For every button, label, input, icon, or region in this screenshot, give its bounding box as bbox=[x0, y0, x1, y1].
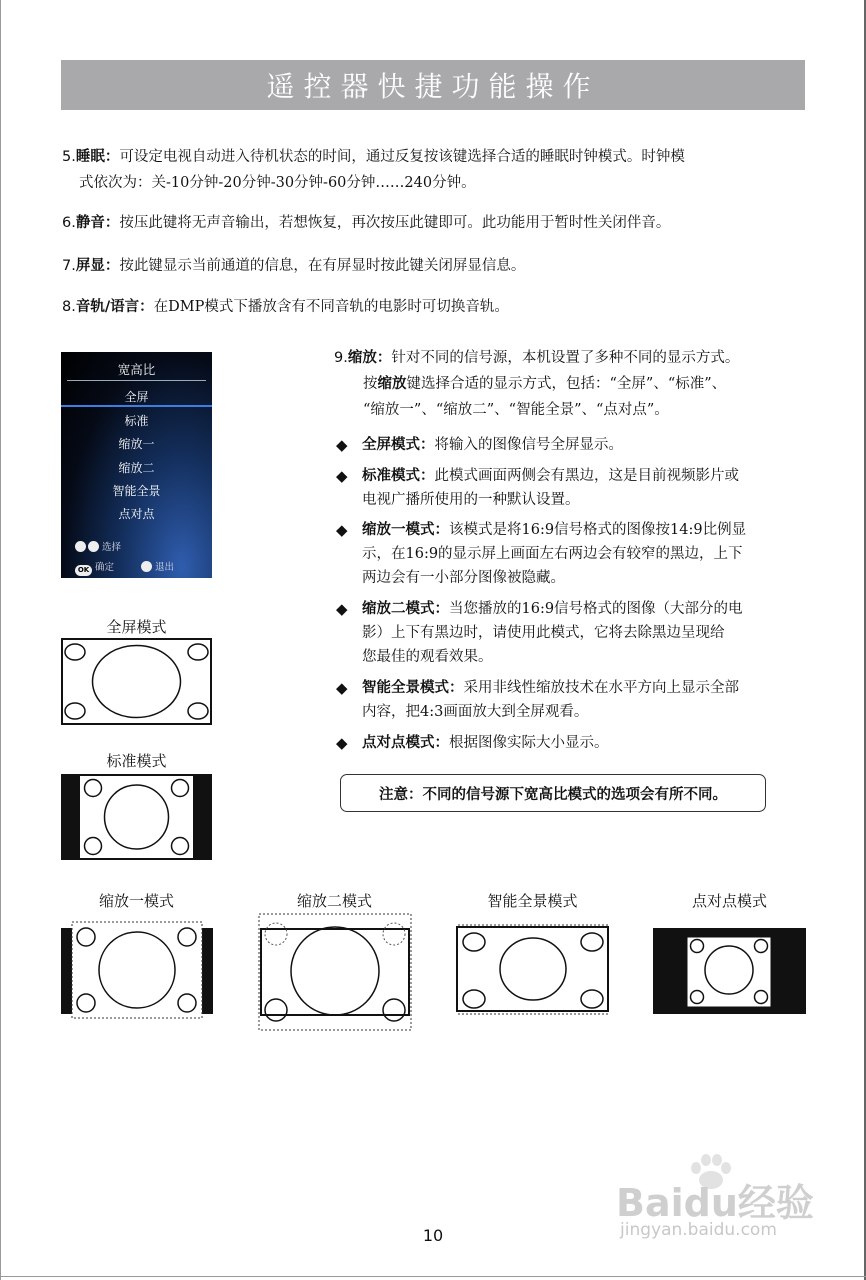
section-display bbox=[62, 253, 812, 279]
aspect-ratio-menu bbox=[61, 352, 212, 578]
menu-item-zoom2[interactable]: 缩放二 bbox=[118, 461, 155, 475]
diamond-bullet-icon: ◆ bbox=[336, 600, 348, 618]
zoom2-mode-diagram bbox=[258, 913, 412, 1031]
mode-text: 该模式是将16:9信号格式的图像按14:9比例显 bbox=[449, 522, 747, 538]
mode-text: 两边会有一小部分图像被隐藏。 bbox=[362, 570, 565, 586]
section-label: 屏显： bbox=[75, 258, 120, 274]
section-number: 6. bbox=[62, 215, 76, 231]
section-text: “缩放一”、“缩放二”、“智能全景”、“点对点”。 bbox=[363, 402, 669, 418]
menu-footer-select-label: 选择 bbox=[102, 542, 122, 553]
section-number: 5. bbox=[62, 149, 76, 165]
diagram-label-point-to-point: 点对点模式 bbox=[691, 892, 767, 910]
section-text: 键选择合适的显示方式，包括：“全屏”、“标准”、 bbox=[406, 376, 727, 392]
menu-item-standard[interactable]: 标准 bbox=[124, 414, 149, 428]
smart-panorama-mode-diagram bbox=[456, 924, 610, 1016]
diagram-label-smart-panorama: 智能全景模式 bbox=[487, 892, 578, 910]
standard-mode-diagram bbox=[61, 774, 212, 860]
up-arrow-icon bbox=[75, 541, 86, 552]
mode-text: 采用非线性缩放技术在水平方向上显示全部 bbox=[463, 680, 739, 696]
section-number: 9. bbox=[334, 350, 348, 366]
mode-label: 缩放一模式： bbox=[362, 522, 449, 538]
diamond-bullet-icon: ◆ bbox=[336, 679, 348, 697]
diamond-bullet-icon: ◆ bbox=[336, 521, 348, 539]
watermark-url: jingyan.baidu.com bbox=[620, 1220, 777, 1240]
mode-text: 电视广播所使用的一种默认设置。 bbox=[362, 492, 580, 508]
diagram-label-standard: 标准模式 bbox=[106, 752, 167, 770]
mode-text: 根据图像实际大小显示。 bbox=[449, 735, 609, 751]
diamond-bullet-icon: ◆ bbox=[336, 467, 348, 485]
zoom-key-label: 缩放 bbox=[377, 376, 407, 392]
mode-text: 此模式画面两侧会有黑边，这是目前视频影片或 bbox=[434, 468, 739, 484]
section-text: 按压此键将无声音输出，若想恢复，再次按压此键即可。此功能用于暂时性关闭伴音。 bbox=[119, 215, 671, 231]
menu-footer-select bbox=[75, 539, 121, 553]
mode-text: 您最佳的观看效果。 bbox=[362, 649, 493, 665]
menu-footer-confirm-label: 确定 bbox=[95, 562, 115, 573]
section-text: 可设定电视自动进入待机状态的时间，通过反复按该键选择合适的睡眠时钟模式。时钟模 bbox=[119, 149, 685, 165]
zoom1-mode-diagram bbox=[61, 920, 213, 1020]
watermark-brand: Baidu经验 bbox=[616, 1181, 814, 1225]
page-title: 遥控器快捷功能操作 bbox=[61, 60, 805, 110]
menu-item-fullscreen[interactable]: 全屏 bbox=[61, 388, 212, 407]
menu-footer-confirm bbox=[75, 559, 114, 576]
mode-text: 示，在16:9的显示屏上画面左右两边会有较窄的黑边，上下 bbox=[362, 546, 743, 562]
menu-title: 宽高比 bbox=[117, 362, 156, 377]
ok-key-icon: OK bbox=[75, 565, 92, 576]
mode-label: 全屏模式： bbox=[362, 437, 435, 453]
section-label: 睡眠： bbox=[75, 149, 120, 165]
section-label: 静音： bbox=[75, 215, 120, 231]
page-left-edge bbox=[0, 0, 1, 1280]
menu-item-point-to-point[interactable]: 点对点 bbox=[118, 507, 155, 521]
mode-text: 影）上下有黑边时，请使用此模式，它将去除黑边呈现给 bbox=[362, 625, 725, 641]
diamond-bullet-icon: ◆ bbox=[336, 734, 348, 752]
mode-text: 当您播放的16:9信号格式的图像（大部分的电 bbox=[449, 601, 743, 617]
mode-text: 内容，把4:3画面放大到全屏观看。 bbox=[362, 704, 589, 720]
menu-divider bbox=[67, 380, 206, 381]
section-number: 7. bbox=[62, 258, 76, 274]
menu-key-icon bbox=[141, 561, 152, 572]
section-text: 按此键显示当前通道的信息，在有屏显时按此键关闭屏显信息。 bbox=[119, 258, 526, 274]
section-label: 缩放： bbox=[347, 350, 392, 366]
section-label: 音轨/语言： bbox=[75, 299, 154, 315]
diamond-bullet-icon: ◆ bbox=[336, 436, 348, 454]
mode-label: 缩放二模式： bbox=[362, 601, 449, 617]
fullscreen-mode-diagram bbox=[61, 638, 212, 725]
page-bottom-edge bbox=[0, 1276, 866, 1277]
section-text: 按 bbox=[363, 376, 378, 392]
section-number: 8. bbox=[62, 299, 76, 315]
menu-footer-exit bbox=[141, 559, 174, 573]
menu-item-smart-panorama[interactable]: 智能全景 bbox=[112, 484, 161, 498]
mode-label: 点对点模式： bbox=[362, 735, 449, 751]
page-number: 10 bbox=[422, 1226, 444, 1245]
section-text: 针对不同的信号源，本机设置了多种不同的显示方式。 bbox=[391, 350, 740, 366]
section-text: 在DMP模式下播放含有不同音轨的电影时可切换音轨。 bbox=[153, 299, 509, 315]
mode-label: 标准模式： bbox=[362, 468, 435, 484]
mode-text: 将输入的图像信号全屏显示。 bbox=[434, 437, 623, 453]
diagram-label-zoom1: 缩放一模式 bbox=[98, 892, 174, 910]
section-mute bbox=[62, 210, 812, 236]
diagram-label-fullscreen: 全屏模式 bbox=[106, 618, 167, 636]
section-text: 式依次为：关-10分钟-20分钟-30分钟-60分钟……240分钟。 bbox=[79, 175, 476, 191]
point-to-point-mode-diagram bbox=[653, 928, 806, 1014]
diagram-label-zoom2: 缩放二模式 bbox=[296, 892, 372, 910]
menu-footer-exit-label: 退出 bbox=[155, 562, 175, 573]
section-audio-track bbox=[62, 294, 812, 320]
mode-label: 智能全景模式： bbox=[362, 680, 464, 696]
section-sleep bbox=[62, 144, 812, 196]
section-zoom bbox=[334, 345, 814, 423]
menu-item-zoom1[interactable]: 缩放一 bbox=[118, 437, 155, 451]
note-box: 注意：不同的信号源下宽高比模式的选项会有所不同。 bbox=[340, 774, 766, 812]
down-arrow-icon bbox=[88, 541, 99, 552]
